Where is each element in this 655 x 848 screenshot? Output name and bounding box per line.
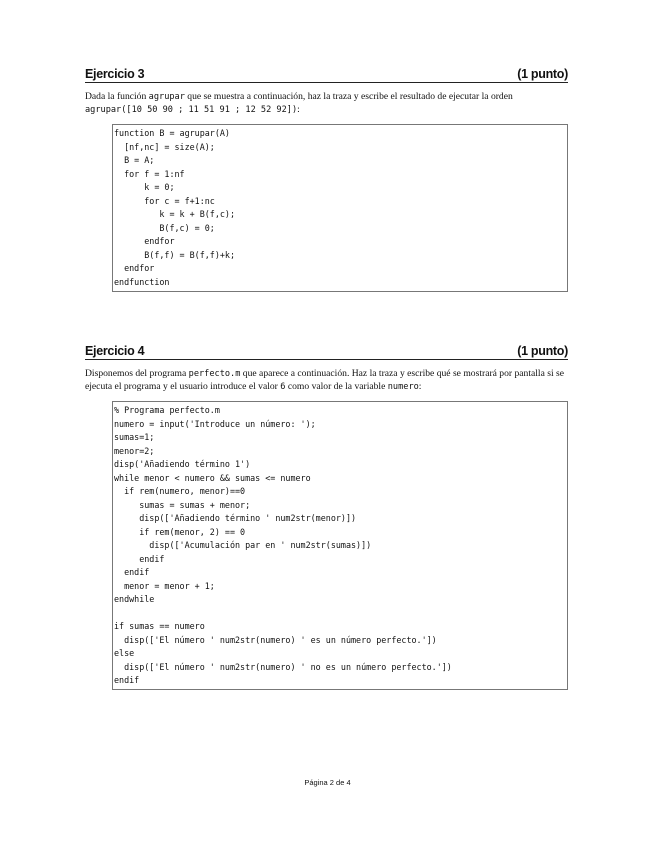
exercise-3-code-block xyxy=(112,124,568,292)
code-line: B(f,f) = B(f,f)+k; xyxy=(114,249,236,260)
code-line: k = 0; xyxy=(114,182,175,192)
code-line: B = A; xyxy=(114,155,155,165)
code-line: disp(['El número ' num2str(numero) ' no es un número perfecto.']) xyxy=(114,661,452,672)
code-line: menor=2; xyxy=(114,445,155,456)
code-line xyxy=(114,607,567,621)
desc-text: que aparece a continuación. Haz la traza y escribe qué se mostrará por pantalla si se ejecuta el programa y el usuario introduce el valor xyxy=(85,368,565,392)
desc-code: perfecto.m xyxy=(188,369,241,379)
exercise-4-code-block xyxy=(112,401,568,690)
desc-text: : xyxy=(297,103,300,115)
code-line: numero = input('Introduce un número: '); xyxy=(114,418,316,429)
code-line: k = k + B(f,c); xyxy=(114,209,236,219)
exercise-4-header xyxy=(85,345,568,360)
desc-text: Disponemos del programa xyxy=(85,368,189,379)
exercise-3-points: (1 punto) xyxy=(517,67,568,81)
code-line: disp(['Añadiendo término ' num2str(menor)]) xyxy=(114,513,357,523)
code-line: if rem(numero, menor)==0 xyxy=(114,486,246,496)
desc-text: como valor de la variable xyxy=(285,380,388,392)
code-line: endif xyxy=(114,553,165,564)
exercise-4-points: (1 punto) xyxy=(517,344,568,358)
code-line: endif xyxy=(114,567,150,577)
code-line: endfunction xyxy=(114,276,170,287)
exercise-4-title: Ejercicio 4 xyxy=(85,344,145,358)
code-line: sumas = sumas + menor; xyxy=(114,499,251,510)
desc-code: 6 xyxy=(280,381,286,392)
code-line: if rem(menor, 2) == 0 xyxy=(114,526,246,537)
code-line: [nf,nc] = size(A); xyxy=(114,141,215,152)
code-line: endif xyxy=(114,675,140,685)
exercise-3-title: Ejercicio 3 xyxy=(85,67,145,81)
code-line: else xyxy=(114,648,135,658)
code-line: endwhile xyxy=(114,594,155,604)
exercise-3-header xyxy=(85,68,568,83)
code-line: endfor xyxy=(114,263,155,273)
desc-text: : xyxy=(418,380,422,392)
exercise-3-description xyxy=(85,91,571,116)
code-line: disp(['El número ' num2str(numero) ' es un número perfecto.']) xyxy=(114,634,437,645)
code-line: sumas=1; xyxy=(114,432,155,442)
code-line: while menor < numero && sumas <= numero xyxy=(114,472,311,483)
code-line: for f = 1:nf xyxy=(114,168,185,179)
exercise-4-description xyxy=(85,368,571,393)
desc-text: Dada la función xyxy=(85,91,149,102)
code-line: function B = agrupar(A) xyxy=(114,128,230,138)
desc-code: numero xyxy=(387,381,419,392)
code-line: menor = menor + 1; xyxy=(114,580,215,591)
code-line: for c = f+1:nc xyxy=(114,195,215,206)
code-line: disp('Añadiendo término 1') xyxy=(114,459,251,469)
code-line: if sumas == numero xyxy=(114,621,205,631)
desc-text: que se muestra a continuación, haz la traza y escribe el resultado de ejecutar la orden xyxy=(184,91,513,102)
page-footer: Página 2 de 4 xyxy=(304,778,351,787)
desc-code: agrupar xyxy=(148,92,185,102)
desc-code: agrupar([10 50 90 ; 11 51 91 ; 12 52 92]) xyxy=(85,104,298,115)
code-line: disp(['Acumulación par en ' num2str(sumas)]) xyxy=(114,540,372,550)
code-line: % Programa perfecto.m xyxy=(114,405,220,415)
code-line: B(f,c) = 0; xyxy=(114,222,215,233)
code-line: endfor xyxy=(114,236,175,246)
